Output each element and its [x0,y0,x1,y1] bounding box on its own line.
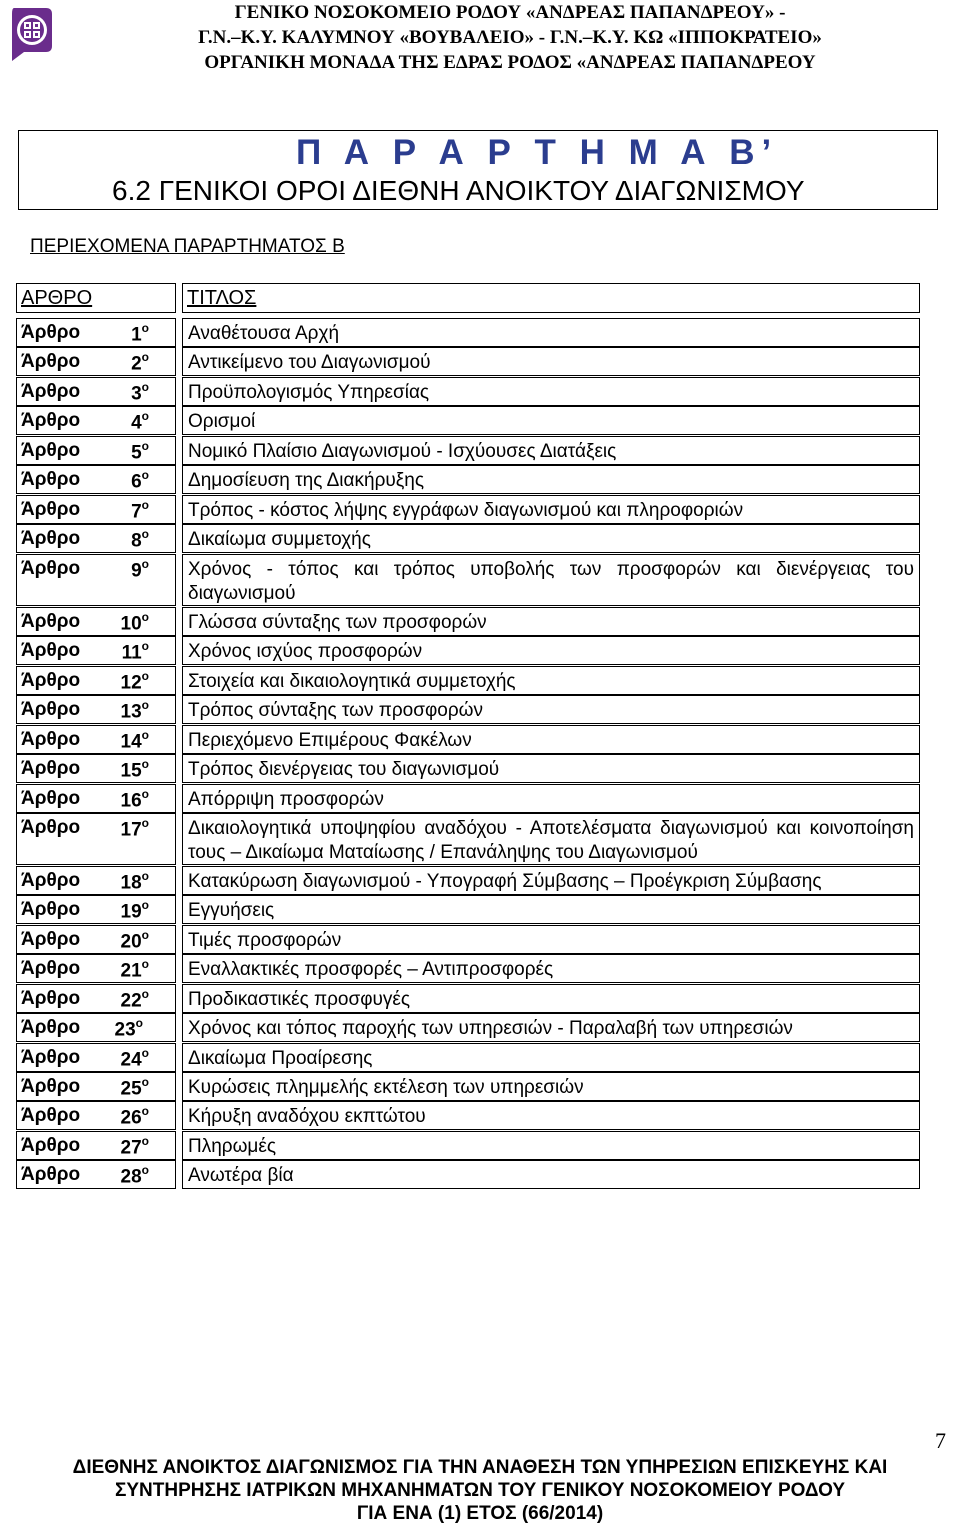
header-line-1: ΓΕΝΙΚΟ ΝΟΣΟΚΟΜΕΙΟ ΡΟΔΟΥ «ΑΝΔΡΕΑΣ ΠΑΠΑΝΔΡΕΟΥ» - [234,2,786,23]
title-cell [182,636,920,665]
title-cell [182,524,920,553]
article-title: Πληρωμές [188,1136,277,1157]
article-title: Περιεχόμενο Επιμέρους Φακέλων [188,730,472,751]
article-number-value: 21 [120,960,142,982]
article-title: Χρόνος και τόπος παροχής των υπηρεσιών - Παραλαβή των υπηρεσιών [188,1018,793,1039]
title-cell [182,1013,920,1042]
article-number-value: 12 [120,672,142,694]
article-cell [16,695,176,724]
page-footer [0,1456,960,1525]
article-number [121,958,149,982]
column-header-title-label: ΤΙΤΛΟΣ [187,287,257,309]
article-number [121,1047,149,1071]
hospital-logo-icon [6,6,54,62]
article-label: Άρθρο [21,729,81,750]
article-label: Άρθρο [21,611,81,632]
article-number [131,381,149,405]
article-number-value: 18 [120,872,142,894]
appendix-subtitle: 6.2 ΓΕΝΙΚΟΙ ΟΡΟΙ ΔΙΕΘΝΗ ΑΝΟΙΚΤΟΥ ΔΙΑΓΩΝΙΣΜΟΥ [112,175,805,206]
column-header-article-label: ΑΡΘΡΟ [21,287,93,309]
article-title: Ανωτέρα βία [188,1165,294,1186]
article-number-value: 13 [120,701,142,723]
article-number [121,817,149,841]
article-label: Άρθρο [21,322,81,343]
article-ordinal: ο [141,1075,149,1089]
article-label: Άρθρο [21,410,81,431]
article-number-value: 28 [120,1166,142,1188]
article-cell [16,1072,176,1101]
article-ordinal: ο [135,1016,143,1030]
article-number [121,988,149,1012]
article-label: Άρθρο [21,1017,81,1038]
article-number [121,929,149,953]
article-title: Χρόνος - τόπος και τρόπος υποβολής των προσφορών και διενέργειας του διαγωνισμού [188,559,914,604]
title-cell [182,754,920,783]
title-cell [182,554,920,606]
title-cell [182,607,920,636]
article-number-value: 25 [120,1078,142,1100]
article-number-value: 15 [120,760,142,782]
article-number-value: 1 [131,324,142,346]
article-cell [16,1101,176,1130]
article-label: Άρθρο [21,640,81,661]
article-cell [16,895,176,924]
article-title: Στοιχεία και δικαιολογητικά συμμετοχής [188,671,516,692]
article-ordinal: ο [141,350,149,364]
article-label: Άρθρο [21,499,81,520]
article-label: Άρθρο [21,351,81,372]
article-label: Άρθρο [21,1105,81,1126]
article-title: Δικαιολογητικά υποψηφίου αναδόχου - Αποτελέσματα διαγωνισμού και κοινοποίηση τους – Δικαίωμα Ματαίωσης / Επανάληψης του Διαγωνισμού [188,818,914,863]
article-title: Τρόπος διενέργειας του διαγωνισμού [188,759,500,780]
article-ordinal: ο [141,380,149,394]
title-cell [182,725,920,754]
article-cell [16,866,176,895]
article-label: Άρθρο [21,929,81,950]
title-cell [182,895,920,924]
article-number [121,1164,149,1188]
title-cell [182,784,920,813]
article-ordinal: ο [141,898,149,912]
article-ordinal: ο [141,321,149,335]
title-cell [182,495,920,524]
column-header-title [182,283,920,313]
title-cell [182,318,920,347]
article-number [131,410,149,434]
article-title: Απόρριψη προσφορών [188,789,384,810]
article-number-value: 27 [120,1137,142,1159]
article-label: Άρθρο [21,469,81,490]
article-number-value: 5 [131,442,142,464]
article-cell [16,754,176,783]
article-number-value: 22 [120,990,142,1012]
article-ordinal: ο [141,468,149,482]
article-cell [16,524,176,553]
header-line-2: Γ.Ν.–Κ.Υ. ΚΑΛΥΜΝΟΥ «ΒΟΥΒΑΛΕΙΟ» - Γ.Ν.–Κ.Υ. ΚΩ «ΙΠΠΟΚΡΑΤΕΙΟ» [198,27,822,48]
article-title: Κήρυξη αναδόχου εκπτώτου [188,1106,426,1127]
article-label: Άρθρο [21,817,81,838]
article-ordinal: ο [141,869,149,883]
article-title: Κατακύρωση διαγωνισμού - Υπογραφή Σύμβασης – Προέγκριση Σύμβασης [188,871,822,892]
article-cell [16,954,176,983]
article-cell [16,1131,176,1160]
article-title: Τρόπος - κόστος λήψης εγγράφων διαγωνισμού και πληροφοριών [188,500,744,521]
article-number [131,528,149,552]
title-cell [182,465,920,494]
article-ordinal: ο [141,439,149,453]
article-number [121,670,149,694]
article-cell [16,666,176,695]
article-number-value: 2 [131,353,142,375]
article-ordinal: ο [141,728,149,742]
article-title: Τιμές προσφορών [188,930,342,951]
article-number [115,1017,143,1041]
article-number-value: 19 [120,901,142,923]
title-cell [182,984,920,1013]
article-ordinal: ο [141,1163,149,1177]
article-label: Άρθρο [21,670,81,691]
article-ordinal: ο [141,610,149,624]
article-number-value: 7 [131,501,142,523]
article-number [131,322,149,346]
article-label: Άρθρο [21,958,81,979]
article-number-value: 17 [120,819,142,841]
article-ordinal: ο [141,527,149,541]
article-ordinal: ο [141,816,149,830]
article-title: Δικαίωμα Προαίρεσης [188,1048,373,1069]
article-title: Εγγυήσεις [188,900,275,921]
article-number [131,440,149,464]
article-title: Δικαίωμα συμμετοχής [188,529,371,550]
article-ordinal: ο [141,957,149,971]
article-cell [16,554,176,606]
column-header-article [16,283,176,313]
hospital-header [62,0,958,75]
article-label: Άρθρο [21,988,81,1009]
article-label: Άρθρο [21,1164,81,1185]
title-cell [182,813,920,865]
article-number [121,729,149,753]
article-number-value: 4 [131,412,142,434]
article-label: Άρθρο [21,788,81,809]
article-label: Άρθρο [21,870,81,891]
article-number-value: 14 [120,731,142,753]
article-number [121,699,149,723]
article-number [121,899,149,923]
title-cell [182,347,920,376]
article-number-value: 23 [114,1019,136,1041]
title-cell [182,406,920,435]
title-cell [182,666,920,695]
footer-line-3: ΓΙΑ ΕΝΑ (1) ΕΤΟΣ (66/2014) [356,1503,604,1524]
article-number [131,469,149,493]
article-label: Άρθρο [21,1047,81,1068]
article-number-value: 10 [120,613,142,635]
article-number [121,788,149,812]
article-ordinal: ο [141,1104,149,1118]
title-cell [182,954,920,983]
footer-line-2: ΣΥΝΤΗΡΗΣΗΣ ΙΑΤΡΙΚΩΝ ΜΗΧΑΝΗΜΑΤΩΝ ΤΟΥ ΓΕΝΙΚΟΥ ΝΟΣΟΚΟΜΕΙΟΥ ΡΟΔΟΥ [114,1480,845,1501]
article-title: Κυρώσεις πλημμελής εκτέλεση των υπηρεσιών [188,1077,584,1098]
article-number [122,640,149,664]
article-ordinal: ο [141,1134,149,1148]
title-cell [182,377,920,406]
header-line-3: ΟΡΓΑΝΙΚΗ ΜΟΝΑΔΑ ΤΗΣ ΕΔΡΑΣ ΡΟΔΟΣ «ΑΝΔΡΕΑΣ ΠΑΠΑΝΔΡΕΟΥ [204,52,816,73]
article-cell [16,984,176,1013]
article-number [121,870,149,894]
title-cell [182,1101,920,1130]
article-title: Προδικαστικές προσφυγές [188,989,411,1010]
article-label: Άρθρο [21,440,81,461]
article-number [131,351,149,375]
article-cell [16,607,176,636]
article-ordinal: ο [141,639,149,653]
article-label: Άρθρο [21,699,81,720]
article-ordinal: ο [141,498,149,512]
article-ordinal: ο [141,928,149,942]
article-cell [16,925,176,954]
article-number [131,499,149,523]
article-number [121,611,149,635]
title-cell [182,925,920,954]
article-label: Άρθρο [21,1135,81,1156]
article-title: Χρόνος ισχύος προσφορών [188,641,423,662]
article-number-value: 24 [120,1049,142,1071]
article-label: Άρθρο [21,1076,81,1097]
article-number [121,1135,149,1159]
article-ordinal: ο [141,1046,149,1060]
article-number-value: 9 [131,560,142,582]
article-number-value: 20 [120,931,142,953]
title-cell [182,436,920,465]
article-title: Αναθέτουσα Αρχή [188,323,340,344]
article-cell [16,347,176,376]
article-number-value: 8 [131,530,142,552]
title-cell [182,1043,920,1072]
article-ordinal: ο [141,557,149,571]
article-title: Γλώσσα σύνταξης των προσφορών [188,612,487,633]
article-number-value: 6 [131,471,142,493]
article-title: Ορισμοί [188,411,256,432]
article-cell [16,1043,176,1072]
article-cell [16,813,176,865]
title-cell [182,695,920,724]
article-cell [16,465,176,494]
article-title: Τρόπος σύνταξης των προσφορών [188,700,483,721]
title-cell [182,866,920,895]
article-ordinal: ο [141,787,149,801]
article-cell [16,436,176,465]
article-cell [16,1013,176,1042]
article-title: Δημοσίευση της Διακήρυξης [188,470,425,491]
article-label: Άρθρο [21,381,81,402]
article-cell [16,636,176,665]
article-title: Προϋπολογισμός Υπηρεσίας [188,382,430,403]
footer-line-1: ΔΙΕΘΝΗΣ ΑΝΟΙΚΤΟΣ ΔΙΑΓΩΝΙΣΜΟΣ ΓΙΑ ΤΗΝ ΑΝΑΘΕΣΗ ΤΩΝ ΥΠΗΡΕΣΙΩΝ ΕΠΙΣΚΕΥΗΣ ΚΑΙ [72,1457,888,1478]
article-ordinal: ο [141,757,149,771]
article-number [121,1105,149,1129]
article-cell [16,725,176,754]
article-number-value: 11 [121,642,142,664]
title-cell [182,1072,920,1101]
appendix-title: Π Α Ρ Α Ρ Τ Η Μ Α Β’ [296,133,779,172]
article-label: Άρθρο [21,899,81,920]
article-cell [16,406,176,435]
article-ordinal: ο [141,987,149,1001]
contents-heading: ΠΕΡΙΕΧΟΜΕΝΑ ΠΑΡΑΡΤΗΜΑΤΟΣ Β [30,236,345,257]
title-cell [182,1131,920,1160]
article-number-value: 16 [120,790,142,812]
article-cell [16,1160,176,1189]
title-cell [182,1160,920,1189]
page-number: 7 [935,1428,946,1453]
article-number [121,758,149,782]
article-cell [16,495,176,524]
article-number-value: 26 [120,1107,142,1129]
article-ordinal: ο [141,698,149,712]
article-label: Άρθρο [21,558,81,579]
article-cell [16,377,176,406]
article-title: Αντικείμενο του Διαγωνισμού [188,352,431,373]
article-label: Άρθρο [21,528,81,549]
article-cell [16,318,176,347]
article-title: Εναλλακτικές προσφορές – Αντιπροσφορές [188,959,554,980]
article-number [131,558,149,582]
article-ordinal: ο [141,669,149,683]
article-number [121,1076,149,1100]
article-ordinal: ο [141,409,149,423]
article-title: Νομικό Πλαίσιο Διαγωνισμού - Ισχύουσες Διατάξεις [188,441,617,462]
article-label: Άρθρο [21,758,81,779]
article-cell [16,784,176,813]
article-number-value: 3 [131,383,142,405]
